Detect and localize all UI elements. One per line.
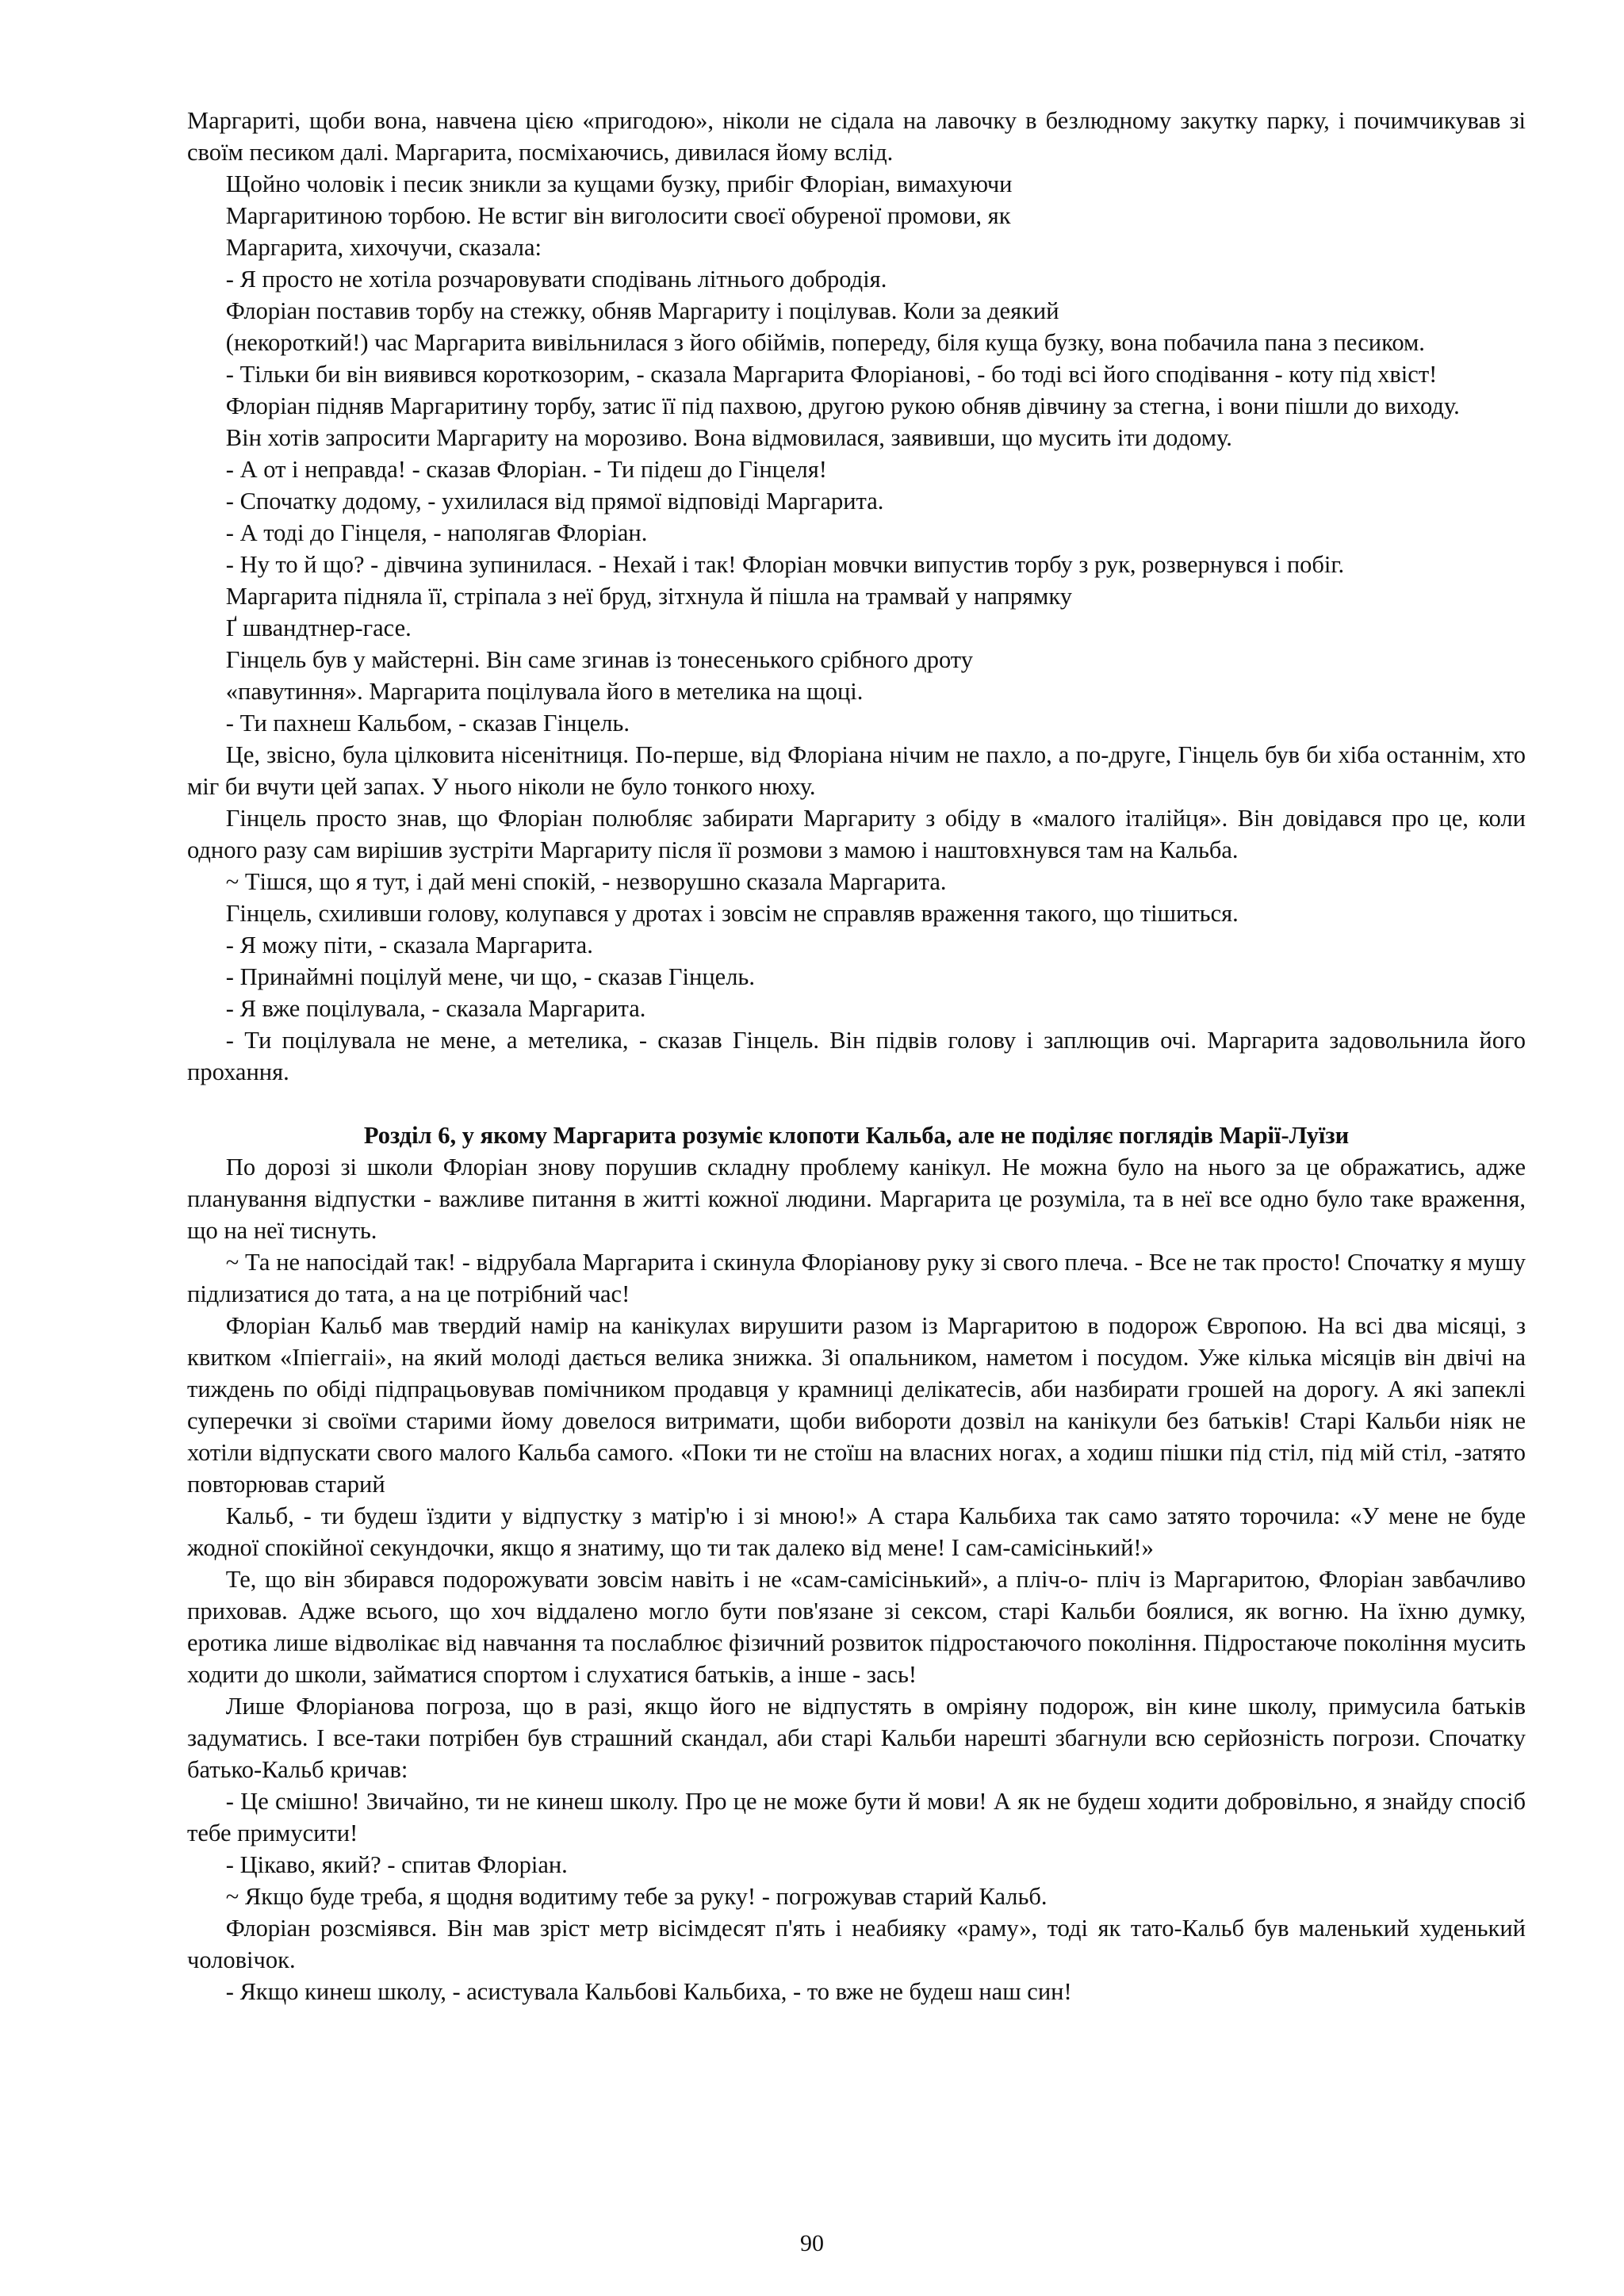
paragraph: - А тоді до Гінцеля, - наполягав Флоріан. [225,519,648,546]
paragraph: (некороткий!) час Маргарита вивільнилася з його обіймів, попереду, біля куща бузку, вона побачила пана з песиком. [225,329,1425,356]
section-title: Розділ 6, у якому Маргарита розуміє клопоти Кальба, але не поділяє поглядів Марії-Луїзи [363,1122,1350,1149]
paragraph: ~ Якщо буде треба, я щодня водитиму тебе за руку! - погрожував старий Кальб. [225,1883,1048,1910]
paragraph: - Принаймні поцілуй мене, чи що, - сказав Гінцель. [225,963,755,990]
paragraph: Гінцель просто знав, що Флоріан полюбляє забирати Маргариту з обіду в «малого італійця». Він довідався про це, коли одного разу сам вирішив зустріти Маргариту після її розмови з мамою і наштовхнувся там на Кальба. [187,805,1526,863]
page-body [187,105,1526,2007]
paragraph: - Ти пахнеш Кальбом, - сказав Гінцель. [225,710,630,737]
paragraph: Кальб, - ти будеш їздити у відпустку з матір'ю і зі мною!» А стара Кальбиха так само затято торочила: «У мене не буде жодної спокійної секундочки, якщо я знатиму, що ти так далеко від мене! І сам-самісінький!» [187,1502,1526,1561]
paragraph: Щойно чоловік і песик зникли за кущами бузку, прибіг Флоріан, вимахуючи [225,170,1013,197]
paragraph: Флоріан підняв Маргаритину торбу, затис її під пахвою, другою рукою обняв дівчину за стегна, і вони пішли до виходу. [225,392,1460,419]
paragraph: Ґ швандтнер-гасе. [225,614,412,641]
paragraph: - Я вже поцілувала, - сказала Маргарита. [225,995,646,1022]
paragraph: Він хотів запросити Маргариту на морозиво. Вона відмовилася, заявивши, що мусить іти додому. [225,424,1232,451]
paragraph: - Тільки би він виявився короткозорим, - сказала Маргарита Флоріанові, - бо тоді всі його сподівання - коту під хвіст! [225,361,1438,388]
paragraph: Маргаритиною торбою. Не встиг він виголосити своєї обуреної промови, як [225,202,1011,229]
paragraph: Маргарита, хихочучи, сказала: [225,234,542,261]
paragraph: Флоріан розсміявся. Він мав зріст метр вісімдесят п'ять і неабияку «раму», тоді як тато-Кальб був маленький худенький чоловічок. [187,1915,1526,1973]
paragraph: - Я просто не хотіла розчаровувати сподівань літнього добродія. [225,266,887,293]
paragraph: Маргариті, щоби вона, навчена цією «пригодою», ніколи не сідала на лавочку в безлюдному закутку парку, і почимчикував зі своїм песиком далі. Маргарита, посміхаючись, дивилася йому вслід. [187,107,1526,166]
paragraph: Гінцель, схиливши голову, колупався у дротах і зовсім не справляв враження такого, що тішиться. [225,900,1239,927]
paragraph: Маргарита підняла її, стріпала з неї бруд, зітхнула й пішла на трамвай у напрямку [225,583,1072,610]
paragraph: - Це смішно! Звичайно, ти не кинеш школу. Про це не може бути й мови! А як не будеш ходити добровільно, я знайду спосіб тебе примусити! [187,1788,1526,1846]
paragraph: ~ Тішся, що я тут, і дай мені спокій, - незворушно сказала Маргарита. [225,868,947,895]
paragraph: - Ти поцілувала не мене, а метелика, - сказав Гінцель. Він підвів голову і заплющив очі. Маргарита задовольнила його прохання. [187,1027,1526,1085]
paragraph: ~ Та не напосідай так! - відрубала Маргарита і скинула Флоріанову руку зі свого плеча. - Все не так просто! Спочатку я мушу підлизатися до тата, а на це потрібний час! [187,1249,1526,1307]
paragraph: Лише Флоріанова погроза, що в разі, якщо його не відпустять в омріяну подорож, він кине школу, примусила батьків задуматись. І все-таки потрібен був страшний скандал, аби старі Кальби нарешті збагнули всю серйозність погрози. Спочатку батько-Кальб кричав: [187,1693,1526,1783]
paragraph: По дорозі зі школи Флоріан знову порушив складну проблему канікул. Не можна було на нього за це ображатись, адже планування відпустки - важливе питання в житті кожної людини. Маргарита це розуміла, та в неї все одно було таке враження, що на неї тиснуть. [187,1154,1526,1244]
paragraph: - Цікаво, який? - спитав Флоріан. [225,1851,568,1878]
paragraph: Те, що він збирався подорожувати зовсім навіть і не «сам-самісінький», а пліч-о- пліч із Маргаритою, Флоріан завбачливо приховав. Адже всього, що хоч віддалено могло бути пов'язане зі сексом, старі Кальби боялися, як вогню. На їхню думку, еротика лише відволікає від навчання та послаблює фізичний розвиток підростаючого покоління. Підростаюче покоління мусить ходити до школи, займатися спортом і слухатися батьків, а інше - зась! [187,1566,1526,1688]
paragraph: - А от і неправда! - сказав Флоріан. - Ти підеш до Гінцеля! [225,456,827,483]
paragraph: Це, звісно, була цілковита нісенітниця. По-перше, від Флоріана нічим не пахло, а по-друге, Гінцель був би хіба останнім, хто міг би вчути цей запах. У нього ніколи не було тонкого нюху. [187,741,1526,800]
paragraph: - Спочатку додому, - ухилилася від прямої відповіді Маргарита. [225,488,884,515]
paragraph: - Якщо кинеш школу, - асистувала Кальбові Кальбиха, - то вже не будеш наш син! [225,1978,1072,2005]
paragraph: Флоріан Кальб мав твердий намір на канікулах вирушити разом із Маргаритою в подорож Європою. На всі два місяці, з квитком «Іпіеггаіі», на який молоді дається велика знижка. Зі опальником, наметом і посудом. Уже кілька місяців він двічі на тиждень по обіді підпрацьовував помічником продавця у крамниці делікатесів, аби назбирати грошей на дорогу. А які запеклі суперечки зі своїми старими йому довелося витримати, щоби вибороти дозвіл на канікули без батьків! Старі Кальби ніяк не хотіли відпускати свого малого Кальба самого. «Поки ти не стоїш на власних ногах, а ходиш пішки під стіл, під мій стіл, -затято повторював старий [187,1312,1526,1498]
paragraph: - Ну то й що? - дівчина зупинилася. - Нехай і так! Флоріан мовчки випустив торбу з рук, розвернувся і побіг. [225,551,1345,578]
paragraph: «павутиння». Маргарита поцілувала його в метелика на щоці. [225,678,864,705]
page-number: 90 [800,2230,824,2256]
paragraph: Флоріан поставив торбу на стежку, обняв Маргариту і поцілував. Коли за деякий [225,297,1059,324]
paragraph: - Я можу піти, - сказала Маргарита. [225,932,593,959]
paragraph: Гінцель був у майстерні. Він саме згинав із тонесенького срібного дроту [225,646,973,673]
